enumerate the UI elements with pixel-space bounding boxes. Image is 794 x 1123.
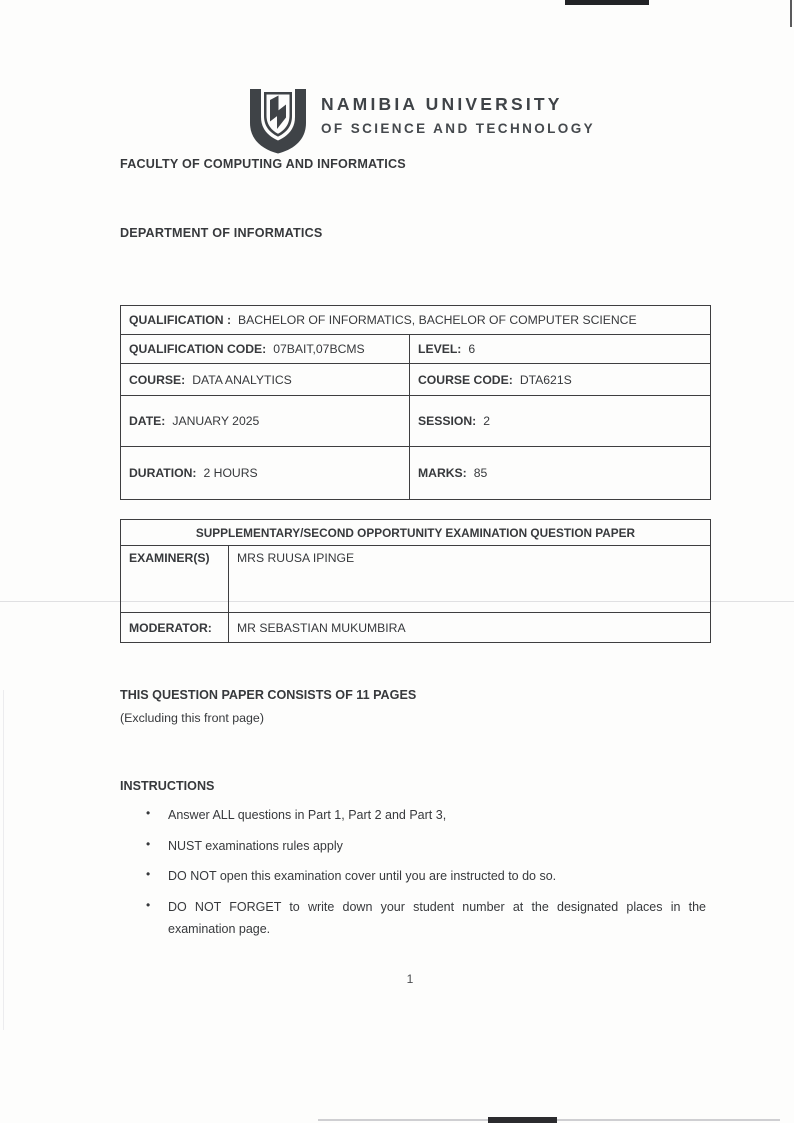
session-value: 2: [483, 414, 491, 428]
page-number: 1: [406, 972, 414, 986]
examiner-value: MRS RUUSA IPINGE: [237, 551, 355, 565]
qualification-cell: [121, 306, 710, 334]
table-row-moderator: [121, 612, 710, 642]
table-row-qualification-code: [121, 334, 710, 363]
level-label: LEVEL:: [418, 342, 462, 356]
table-row-qualification: [121, 306, 710, 334]
excluding-front-page-note: (Excluding this front page): [120, 711, 264, 725]
list-item: [146, 804, 706, 826]
bullet-icon: •: [146, 836, 151, 851]
duration-cell: [121, 447, 410, 499]
university-name-line1: NAMIBIA UNIVERSITY: [321, 94, 563, 114]
table-row-duration: [121, 446, 710, 499]
qualification-label: QUALIFICATION :: [129, 313, 231, 327]
qualification-value: BACHELOR OF INFORMATICS, BACHELOR OF COMPUTER SCIENCE: [238, 313, 637, 327]
department-heading: DEPARTMENT OF INFORMATICS: [120, 226, 323, 240]
marks-value: 85: [473, 466, 488, 480]
exam-paper-table: [120, 519, 711, 643]
session-label: SESSION:: [418, 414, 477, 428]
table-row-exam-title: [121, 520, 710, 545]
exam-paper-title: SUPPLEMENTARY/SECOND OPPORTUNITY EXAMINATION QUESTION PAPER: [195, 525, 636, 540]
course-code-label: COURSE CODE:: [418, 372, 513, 387]
instruction-text: DO NOT open this examination cover until you are instructed to do so.: [168, 869, 557, 883]
duration-label: DURATION:: [129, 466, 197, 480]
university-wordmark: [321, 96, 595, 135]
bullet-icon: •: [146, 897, 151, 912]
instructions-heading: INSTRUCTIONS: [120, 779, 215, 793]
course-cell: [121, 364, 410, 395]
moderator-value: MR SEBASTIAN MUKUMBIRA: [237, 620, 406, 635]
list-item: [146, 835, 706, 857]
duration-value: 2 HOURS: [203, 466, 258, 480]
list-item: [146, 896, 706, 940]
level-value: 6: [468, 342, 476, 356]
qualification-code-label: QUALIFICATION CODE:: [129, 342, 267, 356]
moderator-label: MODERATOR:: [121, 613, 229, 642]
instruction-text: NUST examinations rules apply: [168, 838, 343, 853]
scan-artifact-top-bar: [565, 0, 649, 5]
course-label: COURSE:: [129, 372, 186, 387]
page-count-note: THIS QUESTION PAPER CONSISTS OF 11 PAGES: [120, 688, 417, 702]
qualification-code-value: 07BAIT,07BCMS: [273, 342, 365, 356]
date-value: JANUARY 2025: [172, 414, 260, 428]
course-details-table: [120, 305, 711, 500]
faculty-heading: FACULTY OF COMPUTING AND INFORMATICS: [120, 157, 406, 171]
scan-artifact-bottom-bar: [488, 1117, 557, 1123]
date-label: DATE:: [129, 414, 166, 428]
instruction-text: DO NOT FORGET to write down your student number at the designated places in the examination page.: [168, 899, 706, 936]
bullet-icon: •: [146, 806, 151, 820]
bullet-icon: •: [146, 867, 151, 881]
marks-cell: [410, 447, 710, 499]
course-code-cell: [410, 364, 710, 395]
course-code-value: DTA621S: [519, 372, 572, 387]
examiner-label: EXAMINER(S): [121, 546, 229, 612]
table-row-course: [121, 363, 710, 395]
level-cell: [410, 335, 710, 363]
scan-artifact-right-edge: [790, 0, 792, 27]
session-cell: [410, 396, 710, 446]
marks-label: MARKS:: [418, 466, 467, 480]
instruction-text: Answer ALL questions in Part 1, Part 2 and Part 3,: [168, 808, 447, 822]
table-row-date: [121, 395, 710, 446]
instructions-list: [146, 804, 706, 948]
nust-shield-logo-icon: [245, 87, 311, 155]
table-row-examiner: [121, 545, 710, 612]
qualification-code-cell: [121, 335, 410, 363]
list-item: [146, 865, 706, 887]
date-cell: [121, 396, 410, 446]
university-name-line2: OF SCIENCE AND TECHNOLOGY: [321, 120, 596, 136]
course-value: DATA ANALYTICS: [192, 372, 292, 387]
